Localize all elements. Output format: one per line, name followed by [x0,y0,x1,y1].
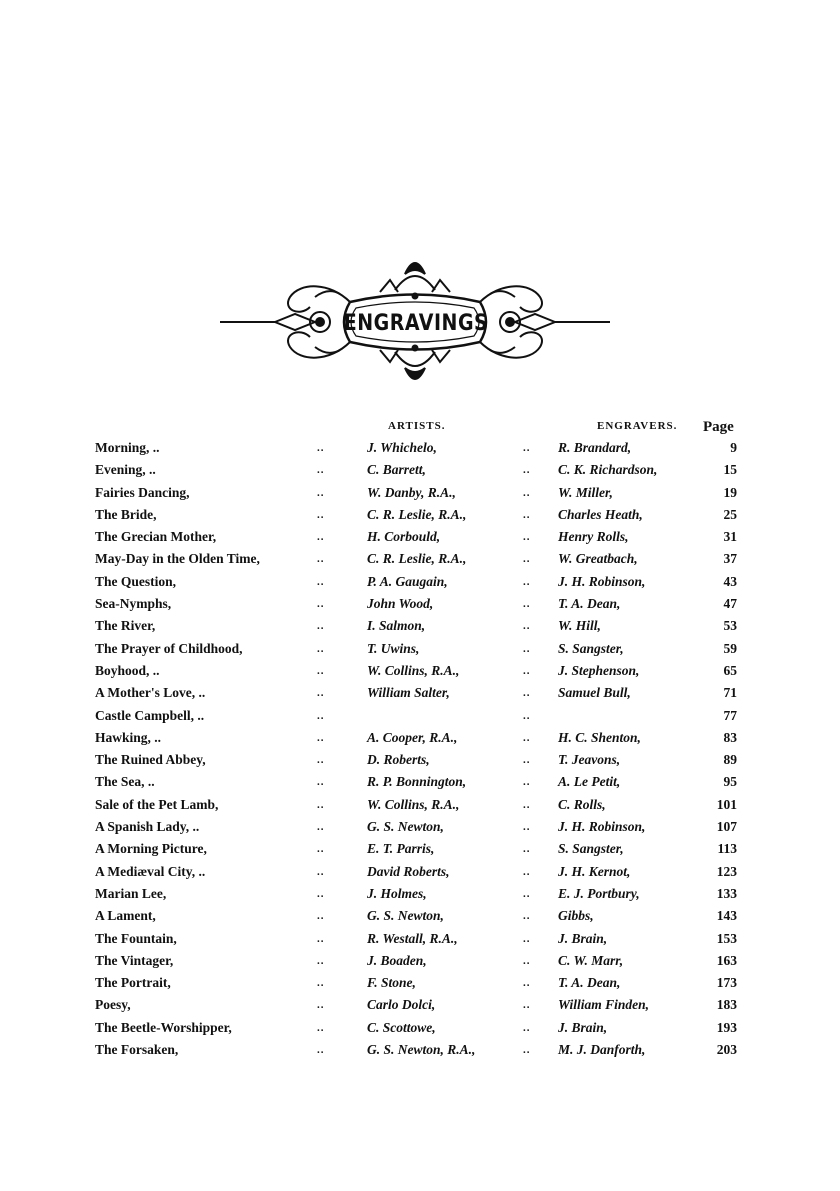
page-number: 101 [716,796,737,812]
engraving-title: The Ruined Abbey, [95,752,206,768]
list-item [95,794,745,816]
engraving-title: The Prayer of Childhood, [95,640,243,656]
engraver-name: J. Stephenson, [558,662,640,678]
page-number: 65 [723,662,737,678]
engraver-name: T. A. Dean, [558,596,621,612]
page-number: 173 [716,975,737,991]
artist-name: C. R. Leslie, R.A., [367,506,467,522]
leader-dots: .. [317,642,325,655]
leader-dots: .. [317,1021,325,1034]
leader-dots: .. [523,731,531,744]
engraver-name: E. J. Portbury, [558,885,640,901]
leader-dots: .. [317,999,325,1012]
list-item [95,682,745,704]
list-item [95,905,745,927]
engraving-title: Castle Campbell, .. [95,707,205,723]
artist-name: David Roberts, [367,863,450,879]
leader-dots: .. [523,910,531,923]
engraving-title: The Grecian Mother, [95,529,217,545]
list-item [95,1017,745,1039]
leader-dots: .. [317,754,325,767]
artist-name: J. Whichelo, [367,440,437,455]
engraver-name: J. Brain, [558,930,608,946]
engraving-title: A Mother's Love, .. [95,685,206,701]
artist-name: G. S. Newton, [367,819,444,835]
list-item [95,861,745,883]
artist-name: G. S. Newton, [367,908,444,924]
leader-dots: .. [523,865,531,878]
page-number: 83 [723,729,737,745]
list-item [95,749,745,771]
artist-name: William Salter, [367,685,450,701]
leader-dots: .. [317,508,325,521]
list-item [95,526,745,548]
leader-dots: .. [523,999,531,1012]
leader-dots: .. [317,887,325,900]
leader-dots: .. [317,464,325,477]
artist-name: H. Corbould, [367,529,441,545]
leader-dots: .. [523,531,531,544]
engraver-name: T. Jeavons, [558,752,621,768]
artist-name: C. R. Leslie, R.A., [367,551,467,567]
page-number: 89 [723,752,737,768]
leader-dots: .. [523,620,531,633]
page-number: 53 [723,618,737,634]
leader-dots: .. [317,664,325,677]
page-number: 47 [723,596,737,612]
leader-dots: .. [523,1021,531,1034]
list-item [95,838,745,860]
leader-dots: .. [523,821,531,834]
leader-dots: .. [317,1044,325,1057]
list-item [95,504,745,526]
engraver-name: R. Brandard, [558,440,632,455]
leader-dots: .. [523,954,531,967]
artist-name: I. Salmon, [367,618,426,634]
artist-name: W. Danby, R.A., [367,484,456,500]
engraver-name: M. J. Danforth, [558,1042,646,1058]
page-number: 123 [716,863,737,879]
leader-dots: .. [523,575,531,588]
leader-dots: .. [317,798,325,811]
leader-dots: .. [317,553,325,566]
leader-dots: .. [523,843,531,856]
page-number: 43 [723,573,737,589]
leader-dots: .. [317,977,325,990]
leader-dots: .. [317,486,325,499]
artist-name: J. Boaden, [367,952,427,968]
engraver-name: W. Miller, [558,484,613,500]
engraver-name: C. Rolls, [558,796,606,812]
engraver-name: J. H. Robinson, [558,573,646,589]
engraving-title: Morning, .. [95,440,160,455]
engraver-name: C. W. Marr, [558,952,624,968]
list-item [95,482,745,504]
page-number: 163 [716,952,737,968]
list-item [95,771,745,793]
engraver-name: H. C. Shenton, [558,729,641,745]
artist-name: R. Westall, R.A., [367,930,458,946]
leader-dots: .. [317,687,325,700]
engraving-title: Boyhood, .. [95,662,160,678]
page-number: 153 [716,930,737,946]
artist-name: A. Cooper, R.A., [367,729,458,745]
engraving-title: The River, [95,618,156,634]
engraving-title: The Beetle-Worshipper, [95,1019,232,1035]
artists-column-header: ARTISTS. [388,420,446,432]
engravers-column-header: ENGRAVERS. [597,420,678,432]
list-item [95,928,745,950]
page-number: 143 [716,908,737,924]
leader-dots: .. [523,754,531,767]
leader-dots: .. [317,954,325,967]
leader-dots: .. [523,977,531,990]
engravings-list [95,437,745,1061]
list-item [95,437,745,459]
leader-dots: .. [523,932,531,945]
engraver-name: W. Hill, [558,618,601,634]
page-number: 15 [723,462,737,478]
engraver-name: Henry Rolls, [558,529,629,545]
leader-dots: .. [523,887,531,900]
leader-dots: .. [317,709,325,722]
leader-dots: .. [523,1044,531,1057]
leader-dots: .. [317,442,325,454]
page-number: 113 [717,841,737,857]
leader-dots: .. [317,821,325,834]
page-number: 19 [723,484,737,500]
list-item [95,727,745,749]
engraving-title: A Morning Picture, [95,841,207,857]
engraving-title: Marian Lee, [95,885,167,901]
engraver-name: William Finden, [558,997,650,1013]
section-heading: ENGRAVINGS [343,310,489,336]
artist-name: G. S. Newton, R.A., [367,1042,476,1058]
leader-dots: .. [317,910,325,923]
engraving-title: Hawking, .. [95,729,162,745]
leader-dots: .. [523,464,531,477]
artist-name: John Wood, [367,596,434,612]
engraving-title: The Forsaken, [95,1042,179,1058]
leader-dots: .. [523,553,531,566]
page-number: 25 [723,506,737,522]
leader-dots: .. [317,843,325,856]
engraving-title: Fairies Dancing, [95,484,190,500]
list-item [95,459,745,481]
engraving-title: A Spanish Lady, .. [95,819,200,835]
artist-name: W. Collins, R.A., [367,662,460,678]
leader-dots: .. [317,531,325,544]
engraver-name: W. Greatbach, [558,551,638,567]
page-number: 203 [716,1042,737,1058]
list-item [95,950,745,972]
page-number: 193 [716,1019,737,1035]
engraving-title: The Question, [95,573,177,589]
engraver-name: S. Sangster, [558,640,624,656]
page-number: 71 [723,685,737,701]
page-column-header: Page [703,419,734,435]
engraving-title: The Fountain, [95,930,177,946]
leader-dots: .. [523,687,531,700]
leader-dots: .. [317,932,325,945]
engraving-title: Poesy, [95,997,131,1013]
engraver-name: J. H. Robinson, [558,819,646,835]
leader-dots: .. [523,598,531,611]
leader-dots: .. [317,598,325,611]
page-number: 133 [716,885,737,901]
artist-name: E. T. Parris, [367,841,435,857]
engraver-name: T. A. Dean, [558,975,621,991]
engraving-title: The Sea, .. [95,774,155,790]
engraving-title: The Bride, [95,506,157,522]
leader-dots: .. [523,664,531,677]
engraver-name: S. Sangster, [558,841,624,857]
artist-name: R. P. Bonnington, [367,774,467,790]
engraving-title: The Vintager, [95,952,174,968]
artist-name: C. Barrett, [367,462,426,478]
engraving-title: May-Day in the Olden Time, [95,551,260,567]
artist-name: J. Holmes, [367,885,427,901]
leader-dots: .. [317,620,325,633]
list-item [95,615,745,637]
leader-dots: .. [523,442,531,454]
leader-dots: .. [523,486,531,499]
leader-dots: .. [523,642,531,655]
list-item [95,816,745,838]
list-item [95,548,745,570]
page-number: 107 [716,819,737,835]
engraver-name: C. K. Richardson, [558,462,658,478]
list-item [95,705,745,727]
artist-name: W. Collins, R.A., [367,796,460,812]
leader-dots: .. [523,709,531,722]
engraver-name: A. Le Petit, [558,774,621,790]
list-item [95,571,745,593]
artist-name: F. Stone, [367,975,416,991]
list-item [95,1039,745,1061]
engraving-title: A Mediæval City, .. [95,863,206,879]
artist-name: C. Scottowe, [367,1019,436,1035]
leader-dots: .. [317,731,325,744]
list-item [95,660,745,682]
engraver-name: J. H. Kernot, [558,863,631,879]
list-item [95,638,745,660]
page-number: 9 [730,440,737,455]
leader-dots: .. [523,776,531,789]
engraver-name: Gibbs, [558,908,594,924]
leader-dots: .. [523,508,531,521]
engraving-title: A Lament, [95,908,156,924]
engraver-name: Samuel Bull, [558,685,631,701]
page-number: 95 [723,774,737,790]
engraver-name: J. Brain, [558,1019,608,1035]
list-item [95,593,745,615]
page-number: 183 [716,997,737,1013]
page-number: 31 [723,529,737,545]
artist-name: D. Roberts, [367,752,430,768]
leader-dots: .. [317,776,325,789]
artist-name: Carlo Dolci, [367,997,436,1013]
leader-dots: .. [317,865,325,878]
artist-name: T. Uwins, [367,640,420,656]
list-item [95,994,745,1016]
leader-dots: .. [523,798,531,811]
list-item [95,883,745,905]
engraving-title: Sale of the Pet Lamb, [95,796,219,812]
page-number: 77 [723,707,737,723]
engraving-title: Sea-Nymphs, [95,596,172,612]
engraver-name: Charles Heath, [558,506,643,522]
list-item [95,972,745,994]
artist-name: P. A. Gaugain, [367,573,448,589]
engraving-title: The Portrait, [95,975,171,991]
engraving-title: Evening, .. [95,462,156,478]
page-number: 37 [723,551,737,567]
leader-dots: .. [317,575,325,588]
page-number: 59 [723,640,737,656]
